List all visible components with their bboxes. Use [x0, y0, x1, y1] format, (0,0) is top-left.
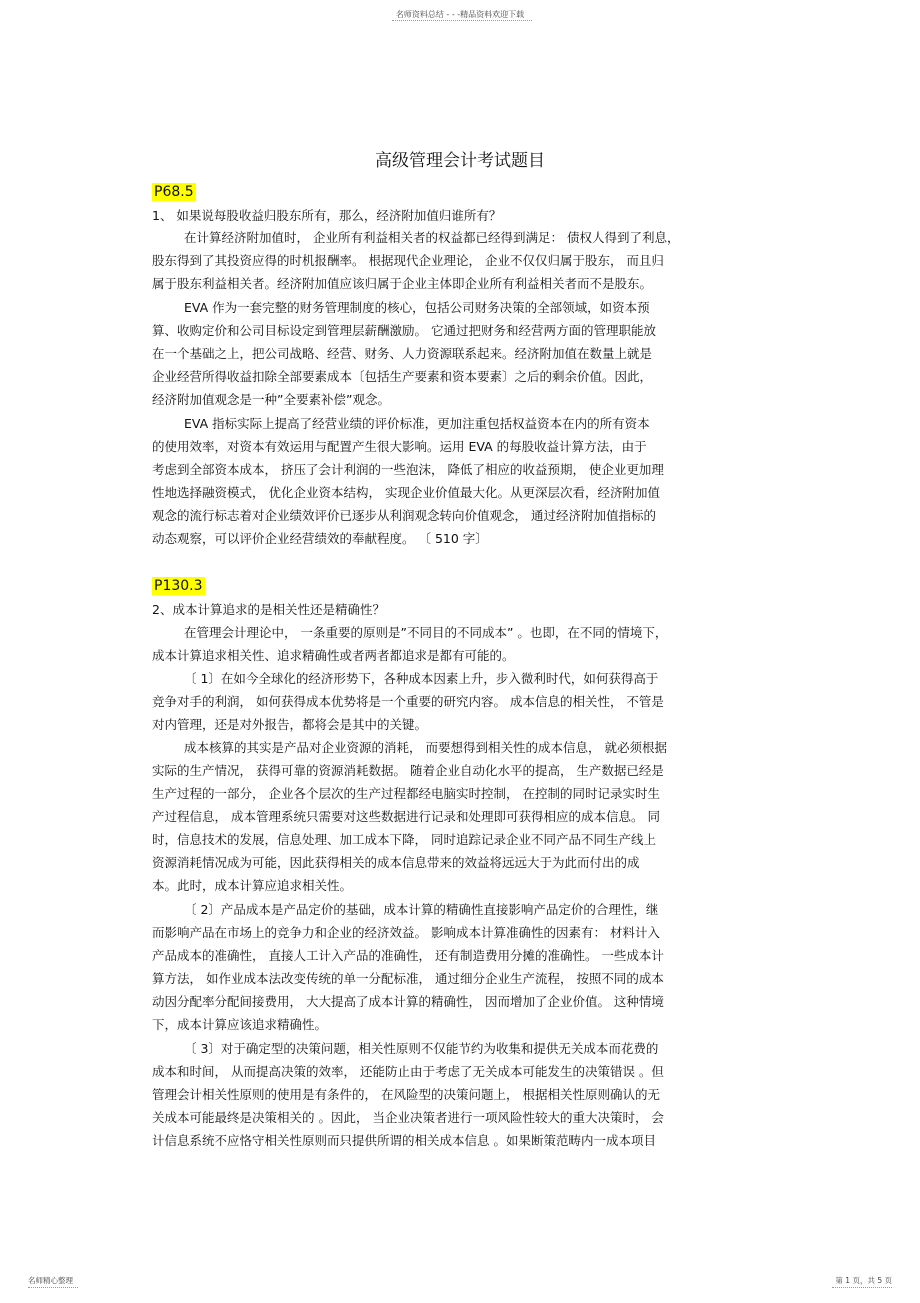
paragraph-line: 计信息系统不应恪守相关性原则而只提供所谓的相关成本信息 。如果断策范畴内一成本项目: [152, 1133, 656, 1148]
section-tag-p68: P68.5: [154, 184, 194, 200]
section-tag-p130: P130.3: [154, 578, 203, 594]
paragraph-line: 下，成本计算应该追求精确性。: [152, 1017, 328, 1032]
question-2: 2、成本计算追求的是相关性还是精确性？: [152, 602, 385, 617]
paragraph-line: 〔 3〕对于确定型的决策问题，相关性原则不仅能节约为收集和提供无关成本而花费的: [184, 1041, 659, 1056]
paragraph-line: 成本和时间， 从而提高决策的效率， 还能防止由于考虑了无关成本可能发生的决策错误 。但: [152, 1064, 664, 1079]
header-dotted-rule: [392, 20, 532, 21]
paragraph-line: 在计算经济附加值时， 企业所有利益相关者的权益都已经得到满足： 债权人得到了利息，: [184, 230, 680, 245]
question-1: 1、 如果说每股收益归股东所有，那么，经济附加值归谁所有？: [152, 208, 502, 223]
paragraph-line: 算方法， 如作业成本法改变传统的单一分配标准， 通过细分企业生产流程， 按照不同的成本: [152, 971, 664, 986]
paragraph-line: 成本计算追求相关性、追求精确性或者两者都追求是都有可能的。: [152, 648, 515, 663]
paragraph-line: 关成本可能最终是决策相关的 。因此， 当企业决策者进行一项风险性较大的重大决策时， 会: [152, 1110, 664, 1125]
paragraph-line: 在一个基础之上，把公司战略、经营、财务、人力资源联系起来。经济附加值在数量上就是: [152, 346, 653, 361]
paragraph-line: 对内管理，还是对外报告，都将会是其中的关键。: [152, 717, 428, 732]
paragraph-line: 企业经营所得收益扣除全部要素成本〔包括生产要素和资本要素〕之后的剩余价值。因此，: [152, 369, 653, 384]
footer-left-text: 名师精心整理: [28, 1276, 73, 1285]
paragraph-line: EVA 作为一套完整的财务管理制度的核心，包括公司财务决策的全部领域，如资本预: [184, 300, 650, 315]
paragraph-line: 本。此时，成本计算应追求相关性。: [152, 878, 353, 893]
footer-dotted-rule-right: [832, 1287, 892, 1288]
paragraph-line: 生产过程的一部分， 企业各个层次的生产过程都经电脑实时控制， 在控制的同时记录实时生: [152, 786, 660, 801]
paragraph-line: 股东得到了其投资应得的时机报酬率。 根据现代企业理论， 企业不仅仅归属于股东， 而且归: [152, 253, 664, 268]
paragraph-line: 观念的流行标志着对企业绩效评价已逐步从利润观念转向价值观念， 通过经济附加值指标的: [152, 508, 656, 523]
paragraph-line: 动态观察，可以评价企业经营绩效的奉献程度。 〔 510 字〕: [152, 531, 488, 546]
page-header-text: 名师资料总结 - - -精品资料欢迎下载: [395, 10, 525, 19]
paragraph-line: 时，信息技术的发展，信息处理、加工成本下降， 同时追踪记录企业不同产品不同生产线上: [152, 832, 656, 847]
paragraph-line: 而影响产品在市场上的竞争力和企业的经济效益。 影响成本计算准确性的因素有： 材料计入: [152, 925, 660, 940]
paragraph-line: 竞争对手的利润， 如何获得成本优势将是一个重要的研究内容。 成本信息的相关性， 不管是: [152, 694, 664, 709]
paragraph-line: 经济附加值观念是一种”全要素补偿”观念。: [152, 392, 390, 407]
paragraph-line: 在管理会计理论中， 一条重要的原则是”不同目的不同成本” 。也即，在不同的情境下，: [184, 625, 668, 640]
paragraph-line: EVA 指标实际上提高了经营业绩的评价标准，更加注重包括权益资本在内的所有资本: [184, 416, 650, 431]
paragraph-line: 考虑到全部资本成本， 挤压了会计利润的一些泡沫， 降低了相应的收益预期， 使企业更加理: [152, 462, 664, 477]
paragraph-line: 性地选择融资模式， 优化企业资本结构， 实现企业价值最大化。从更深层次看，经济附加值: [152, 485, 660, 500]
paragraph-line: 动因分配率分配间接费用， 大大提高了成本计算的精确性， 因而增加了企业价值。 这种情境: [152, 994, 664, 1009]
paragraph-line: 产品成本的准确性， 直接人工计入产品的准确性， 还有制造费用分摊的准确性。 一些成本计: [152, 948, 664, 963]
page-number: 第 1 页，共 5 页: [835, 1276, 892, 1285]
paragraph-line: 管理会计相关性原则的使用是有条件的， 在风险型的决策问题上， 根据相关性原则确认的无: [152, 1087, 660, 1102]
paragraph-line: 产过程信息， 成本管理系统只需要对这些数据进行记录和处理即可获得相应的成本信息。 同: [152, 809, 660, 824]
document-title: 高级管理会计考试题目: [375, 151, 545, 171]
paragraph-line: 实际的生产情况， 获得可靠的资源消耗数据。 随着企业自动化水平的提高， 生产数据已经是: [152, 763, 664, 778]
paragraph-line: 成本核算的其实是产品对企业资源的消耗， 而要想得到相关性的成本信息， 就必须根据: [184, 740, 667, 755]
paragraph-line: 的使用效率，对资本有效运用与配置产生很大影响。运用 EVA 的每股收益计算方法，由于: [152, 439, 647, 454]
paragraph-line: 资源消耗情况成为可能，因此获得相关的成本信息带来的效益将远远大于为此而付出的成: [152, 855, 640, 870]
paragraph-line: 〔 2〕产品成本是产品定价的基础，成本计算的精确性直接影响产品定价的合理性，继: [184, 902, 659, 917]
paragraph-line: 算、收购定价和公司目标设定到管理层薪酬激励。 它通过把财务和经营两方面的管理职能放: [152, 323, 656, 338]
paragraph-line: 属于股东利益相关者。经济附加值应该归属于企业主体即企业所有利益相关者而不是股东。: [152, 276, 653, 291]
footer-dotted-rule-left: [28, 1287, 78, 1288]
paragraph-line: 〔 1〕在如今全球化的经济形势下，各种成本因素上升，步入微利时代，如何获得高于: [184, 671, 659, 686]
